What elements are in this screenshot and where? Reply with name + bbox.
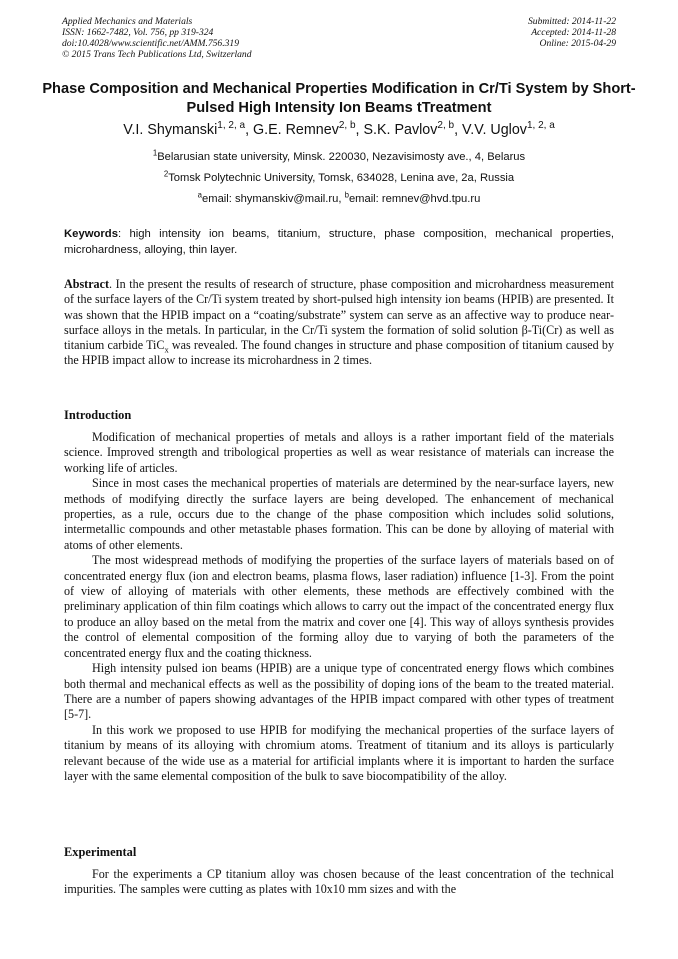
experimental-body [64, 867, 614, 898]
email-text: email: remnev@hvd.tpu.ru [348, 193, 481, 205]
author-affiliation-mark: 2, b [338, 120, 356, 132]
author-name: G.E. Remnev [253, 122, 339, 138]
affiliation-mark: 1 [152, 148, 158, 158]
section-heading-introduction: Introduction [64, 408, 132, 422]
journal-issn: ISSN: 1662-7482, Vol. 756, pp 319-324 [62, 27, 214, 38]
author-affiliation-mark: 2, b [437, 120, 455, 132]
author-list [40, 121, 638, 139]
paragraph: Since in most cases the mechanical properties of materials are determined by the near-surface layers, new methods of modifying directly the surface layers are being developed. The enhancement of mechanical properties, as a rule, occurs due to the change of the phase composition which includes solid solutions, intermetallic compounds and other metastable phases formation. This can be done by alloying of material with atoms of other elements. [64, 476, 614, 552]
section-heading-experimental: Experimental [64, 845, 137, 859]
abstract-label: Abstract [64, 277, 110, 291]
author-affiliation-mark: 1, 2, a [217, 120, 246, 132]
author-separator: , [454, 122, 463, 138]
affiliation-mark: 2 [163, 169, 169, 179]
paper-title: Phase Composition and Mechanical Properties Modification in Cr/Ti System by Short-Pulsed High Intensity Ion Beams tTreatment [42, 81, 636, 116]
author-separator: , [355, 122, 364, 138]
author-name: V.I. Shymanski [123, 122, 218, 138]
introduction-body [64, 430, 614, 784]
affiliation-text: Tomsk Polytechnic University, Tomsk, 634028, Lenina ave, 2a, Russia [168, 172, 515, 184]
submitted-date: Submitted: 2014-11-22 [527, 16, 616, 27]
abstract [64, 277, 614, 369]
author-name: V.V. Uglov [462, 122, 527, 138]
accepted-date: Accepted: 2014-11-28 [531, 27, 616, 38]
affiliation-text: Belarusian state university, Minsk. 220030, Nezavisimosty ave., 4, Belarus [157, 151, 526, 163]
paragraph: The most widespread methods of modifying the properties of the surface layers of materials based on of concentrated energy flux (ion and electron beams, plasma flows, laser radiation) influence [1-3]. From the point of view of alloying of materials with other elements, these methods are effectively combined with the preliminary application of thin film coatings which allows to carry out the impact of the concentrated energy flux to produce an alloy based on the metal from the matrix and cover one [4]. This way of alloys synthesis provides the control of elemental composition of the forming alloy due to varying of both the parameters of the concentrated energy flux and the coating thickness. [64, 553, 614, 660]
email-mark: b [344, 190, 349, 200]
abstract-text: was revealed. The found changes in structure and phase composition of titanium caused by the HPIB impact allow to increase its microhardness in 2 times. [64, 338, 614, 368]
online-date: Online: 2015-04-29 [539, 38, 616, 49]
journal-info [62, 16, 252, 60]
paragraph: In this work we proposed to use HPIB for modifying the mechanical properties of the surface layers of titanium by means of its alloying with chromium atoms. Treatment of titanium and its alloys is particularly relevant because of the wide use as a material for artificial implants where it is important to harden the surface layer with the same elemental composition of the bulk to save biocompatibility of the alloy. [64, 722, 614, 783]
abstract-subscript: x [164, 344, 169, 355]
journal-doi: doi:10.4028/www.scientific.net/AMM.756.319 [62, 38, 240, 49]
keywords [64, 227, 614, 258]
journal-copyright: © 2015 Trans Tech Publications Ltd, Switzerland [62, 49, 252, 60]
abstract-text: . In the present the results of research of structure, phase composition and microhardness measurement of the surface layers of the Cr/Ti system treated by short-pulsed high intensity ion beams (HPIB) are presented. It was shown that the HPIB impact on a “coating/substrate” system can serve as an affective way to produce near-surface alloys in the metals. In particular, in the Cr/Ti system the formation of solid solution β-Ti(Cr) as well as titanium carbide TiC [64, 277, 614, 353]
author-name: S.K. Pavlov [363, 122, 438, 138]
paragraph: High intensity pulsed ion beams (HPIB) are a unique type of concentrated energy flows which combines both thermal and mechanical effects as well as the possibility of doping ions of the beam to the treated material. There are a number of papers showing advantages of the HPIB impact compared with other types of treatment [5-7]. [64, 661, 614, 722]
journal-name: Applied Mechanics and Materials [62, 16, 193, 27]
author-separator: , [245, 122, 254, 138]
submission-dates [528, 16, 616, 49]
paragraph: Modification of mechanical properties of metals and alloys is a rather important field of the materials science. Improved strength and tribological properties as well as wear resistance of materials can increase the working life of articles. [64, 430, 614, 475]
keywords-label: Keywords [64, 228, 118, 240]
keywords-text: : high intensity ion beams, titanium, structure, phase composition, mechanical properties, microhardness, alloying, thin layer. [64, 228, 614, 256]
author-emails [40, 192, 638, 206]
email-text: email: shymanskiv@mail.ru, [202, 193, 345, 205]
affiliation-2 [40, 171, 638, 185]
paragraph: For the experiments a CP titanium alloy was chosen because of the least concentration of the technical impurities. The samples were cutting as plates with 10x10 mm sizes and with the [64, 867, 614, 897]
email-mark: a [197, 190, 203, 200]
affiliation-1 [40, 150, 638, 164]
author-affiliation-mark: 1, 2, a [526, 120, 555, 132]
